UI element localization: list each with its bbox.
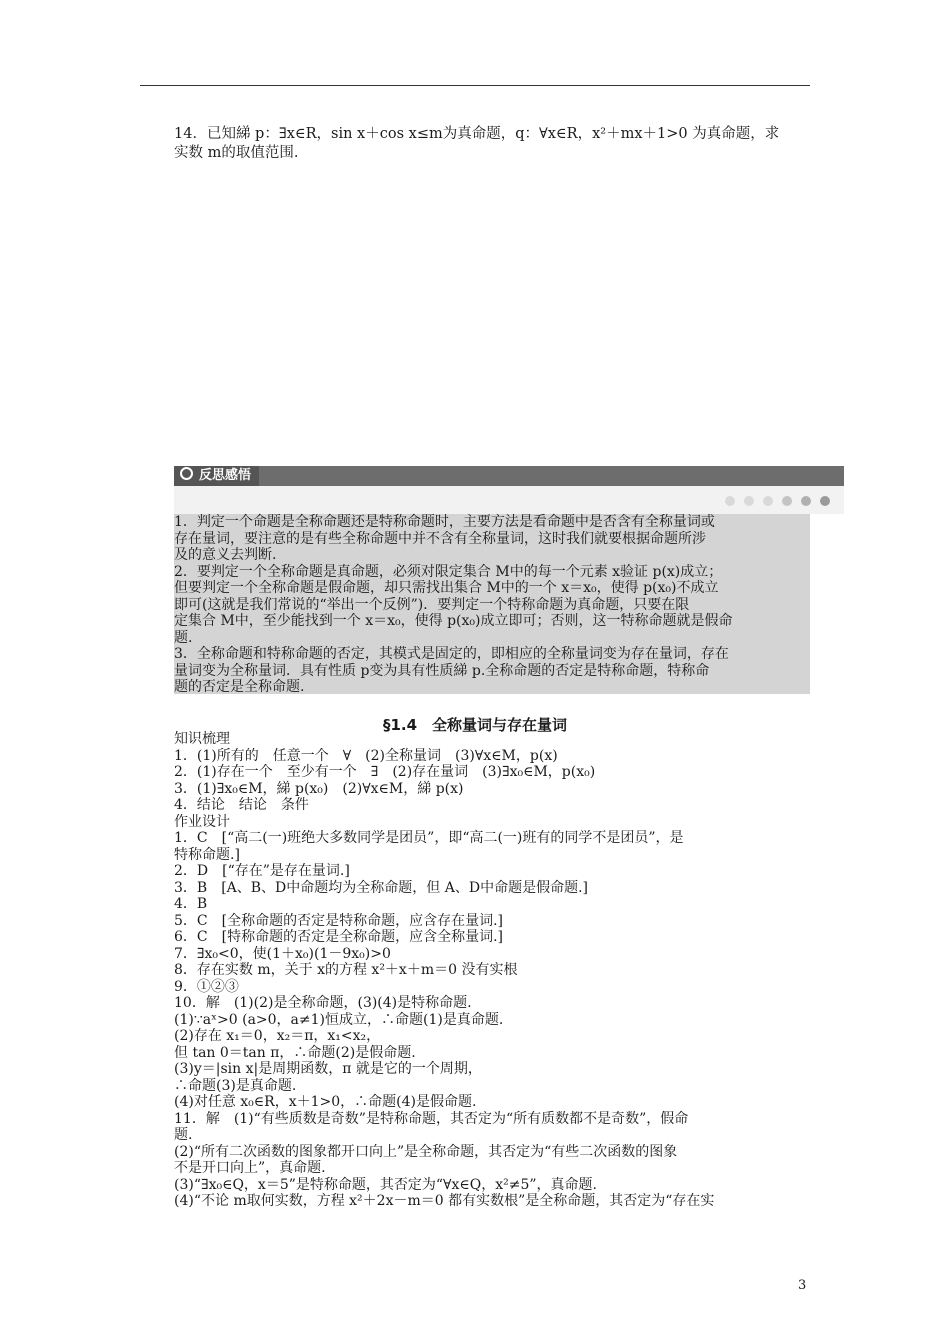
text-line: 及的意义去判断. [174, 547, 277, 563]
text-line: 14．已知綈 p：∃x∈R，sin x＋cos x≤m为真命题，q：∀x∈R，x²＋mx＋1>0 为真命题，求 [174, 126, 780, 142]
reflection-title: 反思感悟 [199, 468, 252, 483]
dot-icon [801, 496, 811, 506]
text-line: (4)“不论 m取何实数，方程 x²＋2x－m＝0 都有实数根”是全称命题，其否定为“存在实 [174, 1193, 715, 1209]
text-line: 2．(1)存在一个 至少有一个 ∃ (2)存在量词 (3)∃x₀∈M，p(x₀) [174, 764, 596, 780]
text-line: (2)存在 x₁＝0，x₂＝π，x₁<x₂， [174, 1028, 381, 1044]
text-line: 不是开口向上”，真命题. [174, 1160, 326, 1176]
reflection-bar [174, 486, 844, 514]
dot-icon [782, 496, 792, 506]
text-line: 1．C [“高二(一)班绝大多数同学是团员”，即“高二(一)班有的同学不是团员”，是 [174, 830, 684, 846]
text-line: 实数 m的取值范围. [174, 145, 299, 161]
text-line: 即可(这就是我们常说的“举出一个反例”)．要判定一个特称命题为真命题，只要在限 [174, 596, 690, 613]
dot-icon [763, 496, 773, 506]
text-line: (4)对任意 x₀∈R，x＋1>0，∴命题(4)是假命题. [174, 1094, 477, 1110]
text-line: 题的否定是全称命题. [174, 679, 305, 695]
circle-bullet-icon [180, 467, 193, 480]
text-line: 10．解 (1)(2)是全称命题，(3)(4)是特称命题. [174, 995, 472, 1011]
text-line: 1．判定一个命题是全称命题还是特称命题时，主要方法是看命题中是否含有全称量词或 [174, 514, 715, 530]
text-line: 题. [174, 629, 193, 646]
text-line: ∴命题(3)是真命题. [174, 1077, 297, 1094]
text-line: 11．解 (1)“有些质数是奇数”是特称命题，其否定为“所有质数都不是奇数”，假命 [174, 1110, 689, 1127]
answers-section [174, 731, 814, 1210]
dot-icon [725, 496, 735, 506]
question-14 [174, 125, 810, 163]
text-line: 作业设计 [174, 813, 230, 830]
text-line: 2．D [“存在”是存在量词.] [174, 863, 350, 879]
text-line: (3)y＝|sin x|是周期函数，π 就是它的一个周期， [174, 1061, 482, 1077]
text-line: 量词变为全称量词．具有性质 p变为具有性质綈 p.全称命题的否定是特称命题，特称命 [174, 662, 710, 679]
text-line: 6．C [特称命题的否定是全称命题，应含全称量词.] [174, 929, 503, 945]
text-line: 3．(1)∃x₀∈M，綈 p(x₀) (2)∀x∈M，綈 p(x) [174, 780, 464, 797]
text-line: 但要判定一个全称命题是假命题，却只需找出集合 M中的一个 x＝x₀，使得 p(x₀)不成立 [174, 580, 719, 596]
text-line: 9．①②③ [174, 978, 239, 995]
text-line: 知识梳理 [174, 731, 230, 747]
dot-decoration [716, 491, 830, 510]
text-line: (1)∵aˣ>0 (a>0，a≠1)恒成立，∴命题(1)是真命题. [174, 1011, 504, 1028]
dot-icon [820, 496, 830, 506]
text-line: 4．结论 结论 条件 [174, 797, 309, 813]
text-line: 但 tan 0＝tan π，∴命题(2)是假命题. [174, 1044, 416, 1061]
header-rule [140, 85, 810, 86]
reflection-header [174, 466, 844, 486]
text-line: 5．C [全称命题的否定是特称命题，应含存在量词.] [174, 912, 503, 929]
page-number: 3 [798, 1278, 807, 1293]
text-line: (2)“所有二次函数的图象都开口向上”是全称命题，其否定为“有些二次函数的图象 [174, 1143, 678, 1160]
text-line: 2．要判定一个全称命题是真命题，必须对限定集合 M中的每一个元素 x验证 p(x)成立； [174, 563, 723, 580]
text-line: (3)“∃x₀∈Q，x＝5”是特称命题，其否定为“∀x∈Q，x²≠5”，真命题. [174, 1176, 597, 1193]
text-line: 3．全称命题和特称命题的否定，其模式是固定的，即相应的全称量词变为存在量词，存在 [174, 646, 729, 662]
text-line: 定集合 M中，至少能找到一个 x＝x₀，使得 p(x₀)成立即可；否则，这一特称命题就是假命 [174, 613, 733, 629]
section-title: §1.4 全称量词与存在量词 [382, 716, 568, 734]
text-line: 4．B [174, 896, 208, 912]
text-line: 特称命题.] [174, 846, 240, 863]
text-line: 1．(1)所有的 任意一个 ∀ (2)全称量词 (3)∀x∈M，p(x) [174, 747, 558, 764]
text-line: 3．B [A、B、D中命题均为全称命题，但 A、D中命题是假命题.] [174, 879, 588, 896]
reflection-title-tab [174, 466, 259, 486]
text-line: 题. [174, 1127, 193, 1143]
text-line: 存在量词，要注意的是有些全称命题中并不含有全称量词，这时我们就要根据命题所涉 [174, 530, 706, 547]
text-line: 7．∃x₀<0，使(1＋x₀)(1－9x₀)>0 [174, 945, 391, 962]
reflection-body [174, 514, 810, 694]
dot-icon [744, 496, 754, 506]
text-line: 8．存在实数 m，关于 x的方程 x²＋x＋m＝0 没有实根 [174, 962, 518, 978]
